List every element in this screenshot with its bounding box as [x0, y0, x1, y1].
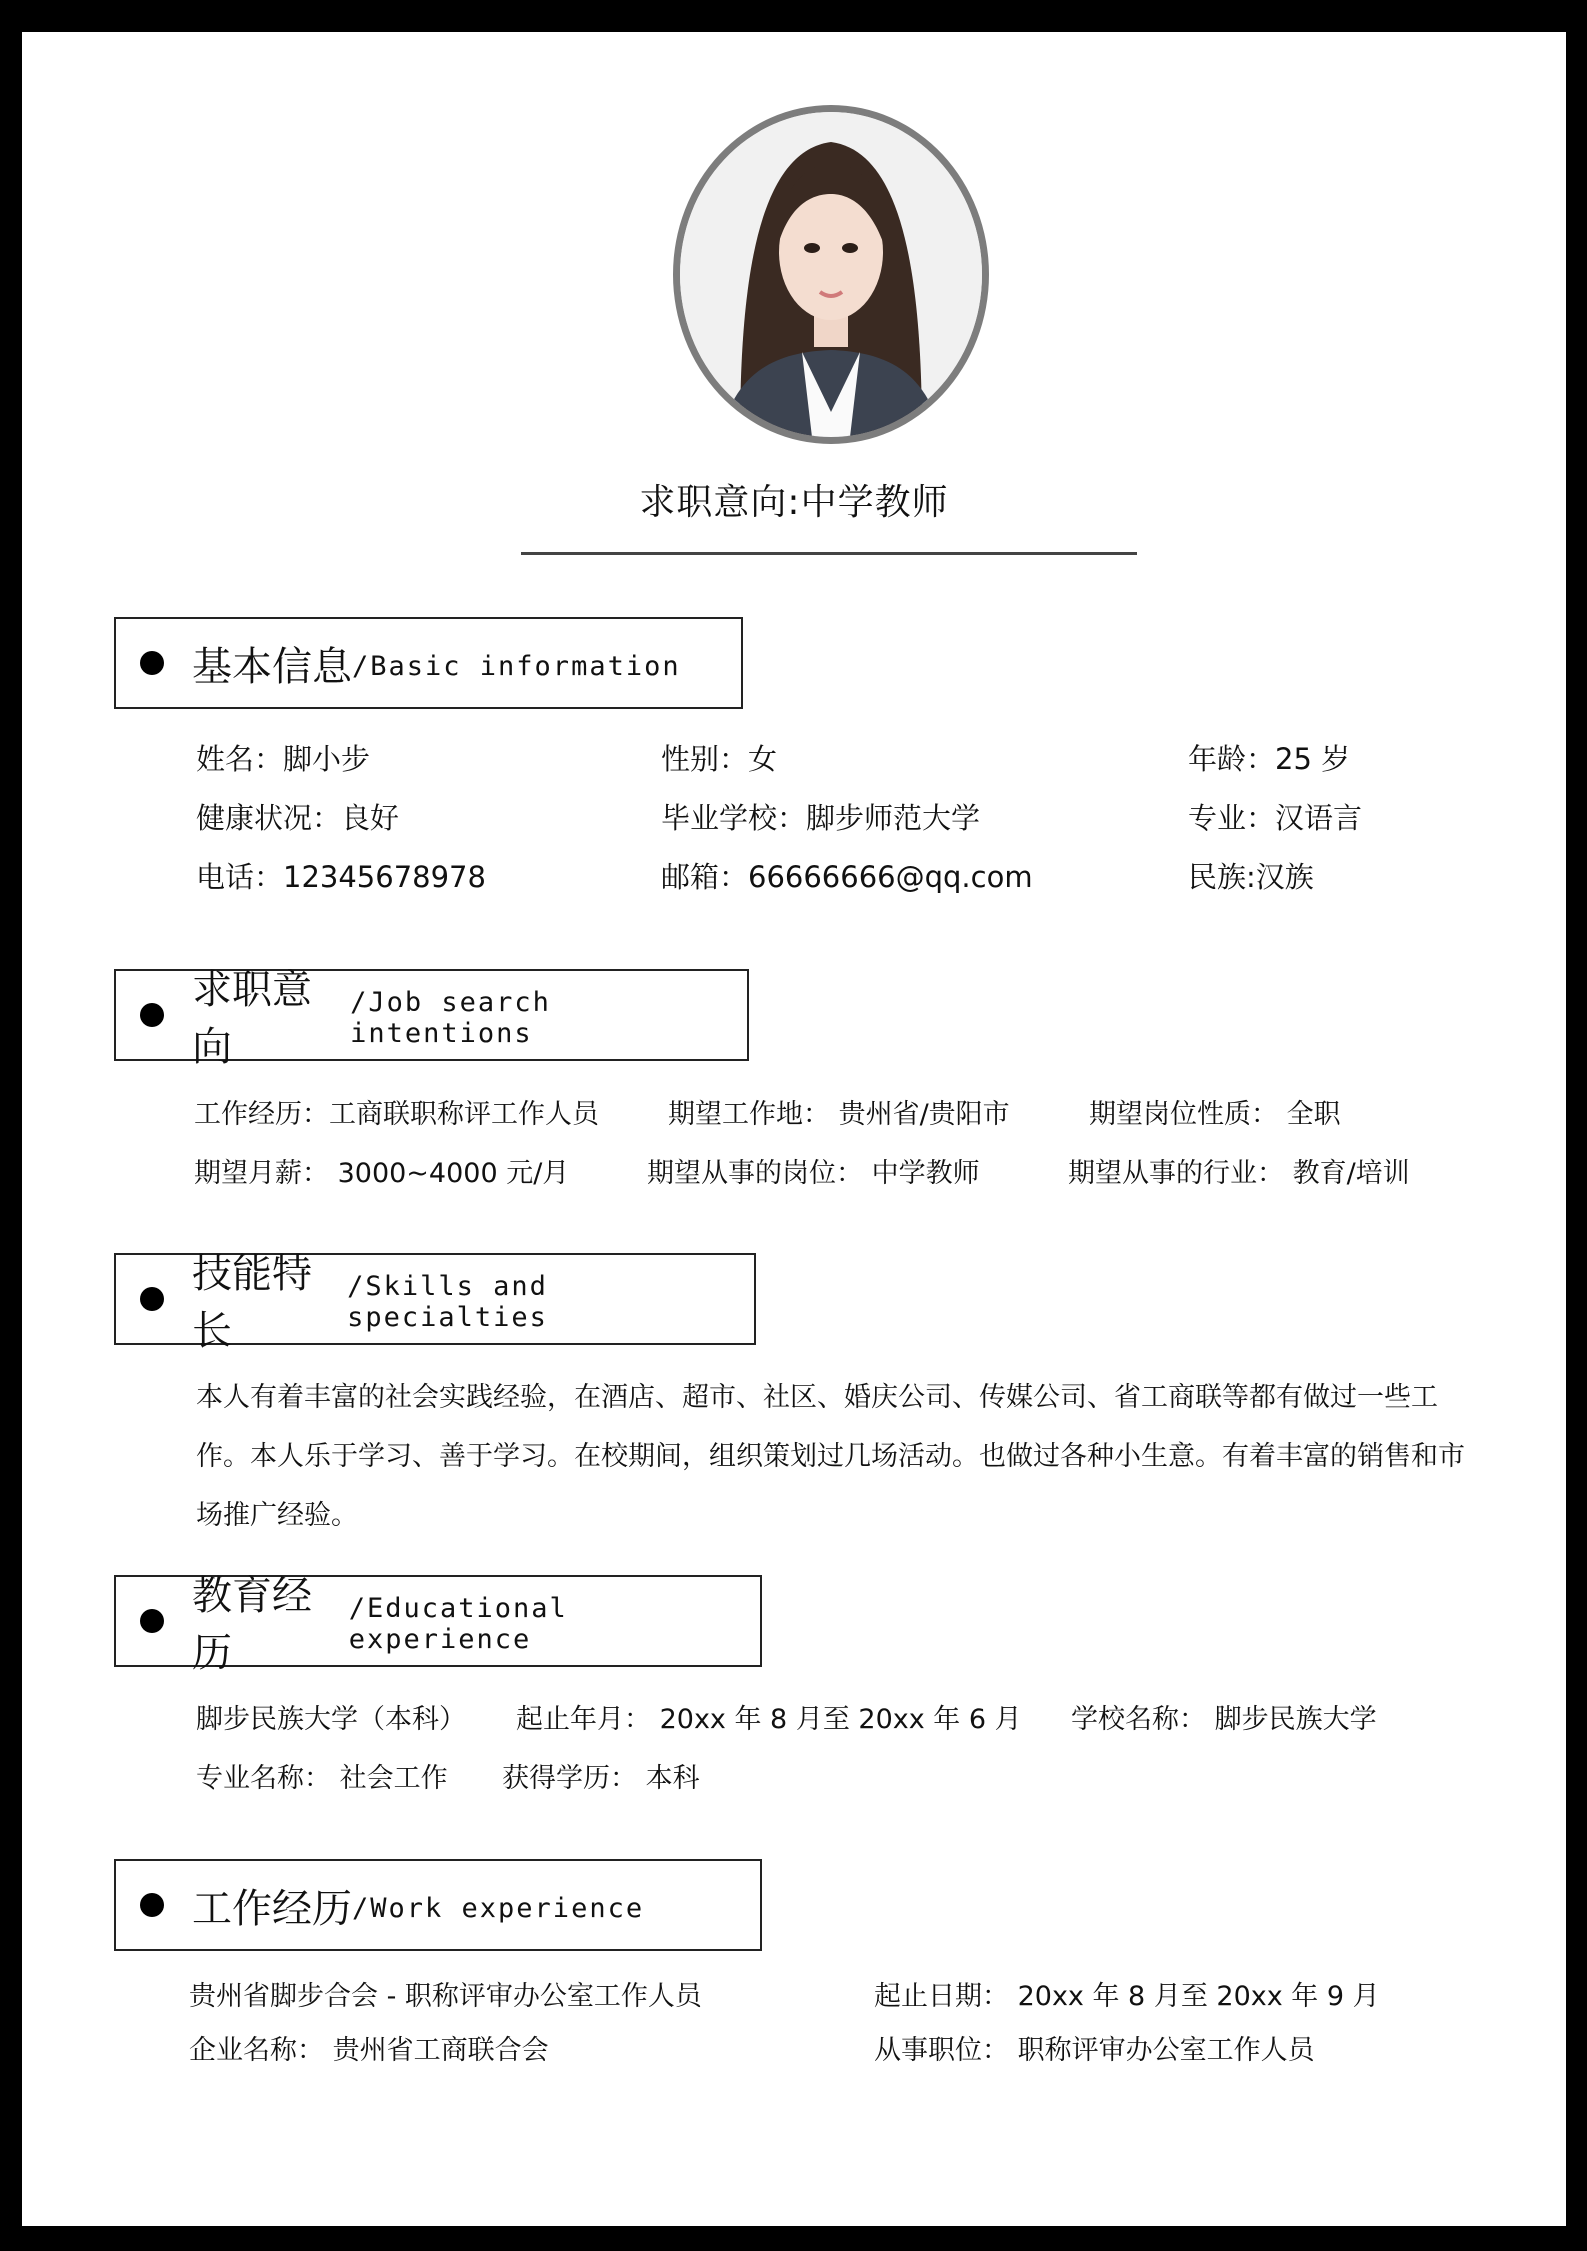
- bullet-icon: [140, 1893, 164, 1917]
- bullet-icon: [140, 1287, 164, 1311]
- intent-location: 期望工作地： 贵州省/贵阳市: [668, 1099, 1010, 1130]
- section-title-cn: 求职意向: [192, 967, 312, 1070]
- bullet-icon: [140, 651, 164, 675]
- basic-ethnicity: 民族:汉族: [1188, 860, 1314, 894]
- objective-divider: [521, 552, 1137, 555]
- basic-major: 专业：汉语言: [1188, 801, 1363, 835]
- basic-age: 年龄：25 岁: [1188, 742, 1351, 776]
- basic-email: 邮箱：66666666@qq.com: [661, 860, 1033, 894]
- section-header-work: [114, 1859, 762, 1951]
- resume-page: [22, 32, 1566, 2226]
- edu-period: 起止年月： 20xx 年 8 月至 20xx 年 6 月: [516, 1704, 1022, 1735]
- edu-major: 专业名称： 社会工作: [196, 1763, 448, 1794]
- work-company-title: 贵州省脚步合会 - 职称评审办公室工作人员: [189, 1981, 702, 2012]
- profile-photo-illustration: [680, 112, 982, 437]
- job-objective-value: 中学教师: [800, 482, 949, 523]
- edu-school: 脚步民族大学（本科）: [196, 1704, 466, 1735]
- skills-text: 本人有着丰富的社会实践经验，在酒店、超市、社区、婚庆公司、传媒公司、省工商联等都有做过一些工作。本人乐于学习、善于学习。在校期间，组织策划过几场活动。也做过各种小生意。有着丰富的销售和市场推广经验。: [196, 1382, 1465, 1531]
- section-title-en: /Work experience: [352, 1892, 645, 1924]
- work-position: 从事职位： 职称评审办公室工作人员: [874, 2035, 1315, 2066]
- section-header-skills: [114, 1251, 756, 1354]
- section-title-cn: 工作经历: [192, 1885, 352, 1932]
- work-period: 起止日期： 20xx 年 8 月至 20xx 年 9 月: [874, 1981, 1380, 2012]
- profile-photo: [673, 105, 989, 444]
- intent-industry: 期望从事的行业： 教育/培训: [1068, 1158, 1410, 1189]
- edu-school-name: 学校名称： 脚步民族大学: [1071, 1704, 1377, 1735]
- section-title-en: /Basic information: [352, 650, 681, 682]
- job-objective: [22, 474, 1566, 525]
- basic-phone: 电话：12345678978: [196, 860, 486, 894]
- bullet-icon: [140, 1609, 164, 1633]
- section-header-basic: [114, 617, 743, 709]
- basic-health: 健康状况：良好: [196, 801, 400, 835]
- section-header-intent: [114, 967, 749, 1070]
- intent-type: 期望岗位性质： 全职: [1089, 1099, 1341, 1130]
- basic-gender: 性别：女: [661, 742, 778, 776]
- edu-degree: 获得学历： 本科: [502, 1763, 700, 1794]
- bullet-icon: [140, 1003, 164, 1027]
- basic-name: 姓名：脚小步: [196, 742, 371, 776]
- section-header-education: [114, 1573, 762, 1676]
- job-objective-label: 求职意向:: [639, 482, 801, 523]
- intent-experience: 工作经历：工商联职称评工作人员: [194, 1099, 599, 1130]
- section-title-en: /Skills and specialties: [347, 1271, 548, 1333]
- work-company: 企业名称： 贵州省工商联合会: [189, 2035, 549, 2066]
- section-title-en: /Job search intentions: [350, 987, 551, 1049]
- intent-position: 期望从事的岗位： 中学教师: [647, 1158, 980, 1189]
- section-title-cn: 基本信息: [192, 643, 352, 690]
- section-title-cn: 技能特长: [192, 1251, 312, 1354]
- basic-school: 毕业学校：脚步师范大学: [661, 801, 981, 835]
- section-title-cn: 教育经历: [192, 1573, 312, 1676]
- intent-salary: 期望月薪： 3000~4000 元/月: [194, 1158, 570, 1189]
- section-title-en: /Educational experience: [348, 1593, 568, 1655]
